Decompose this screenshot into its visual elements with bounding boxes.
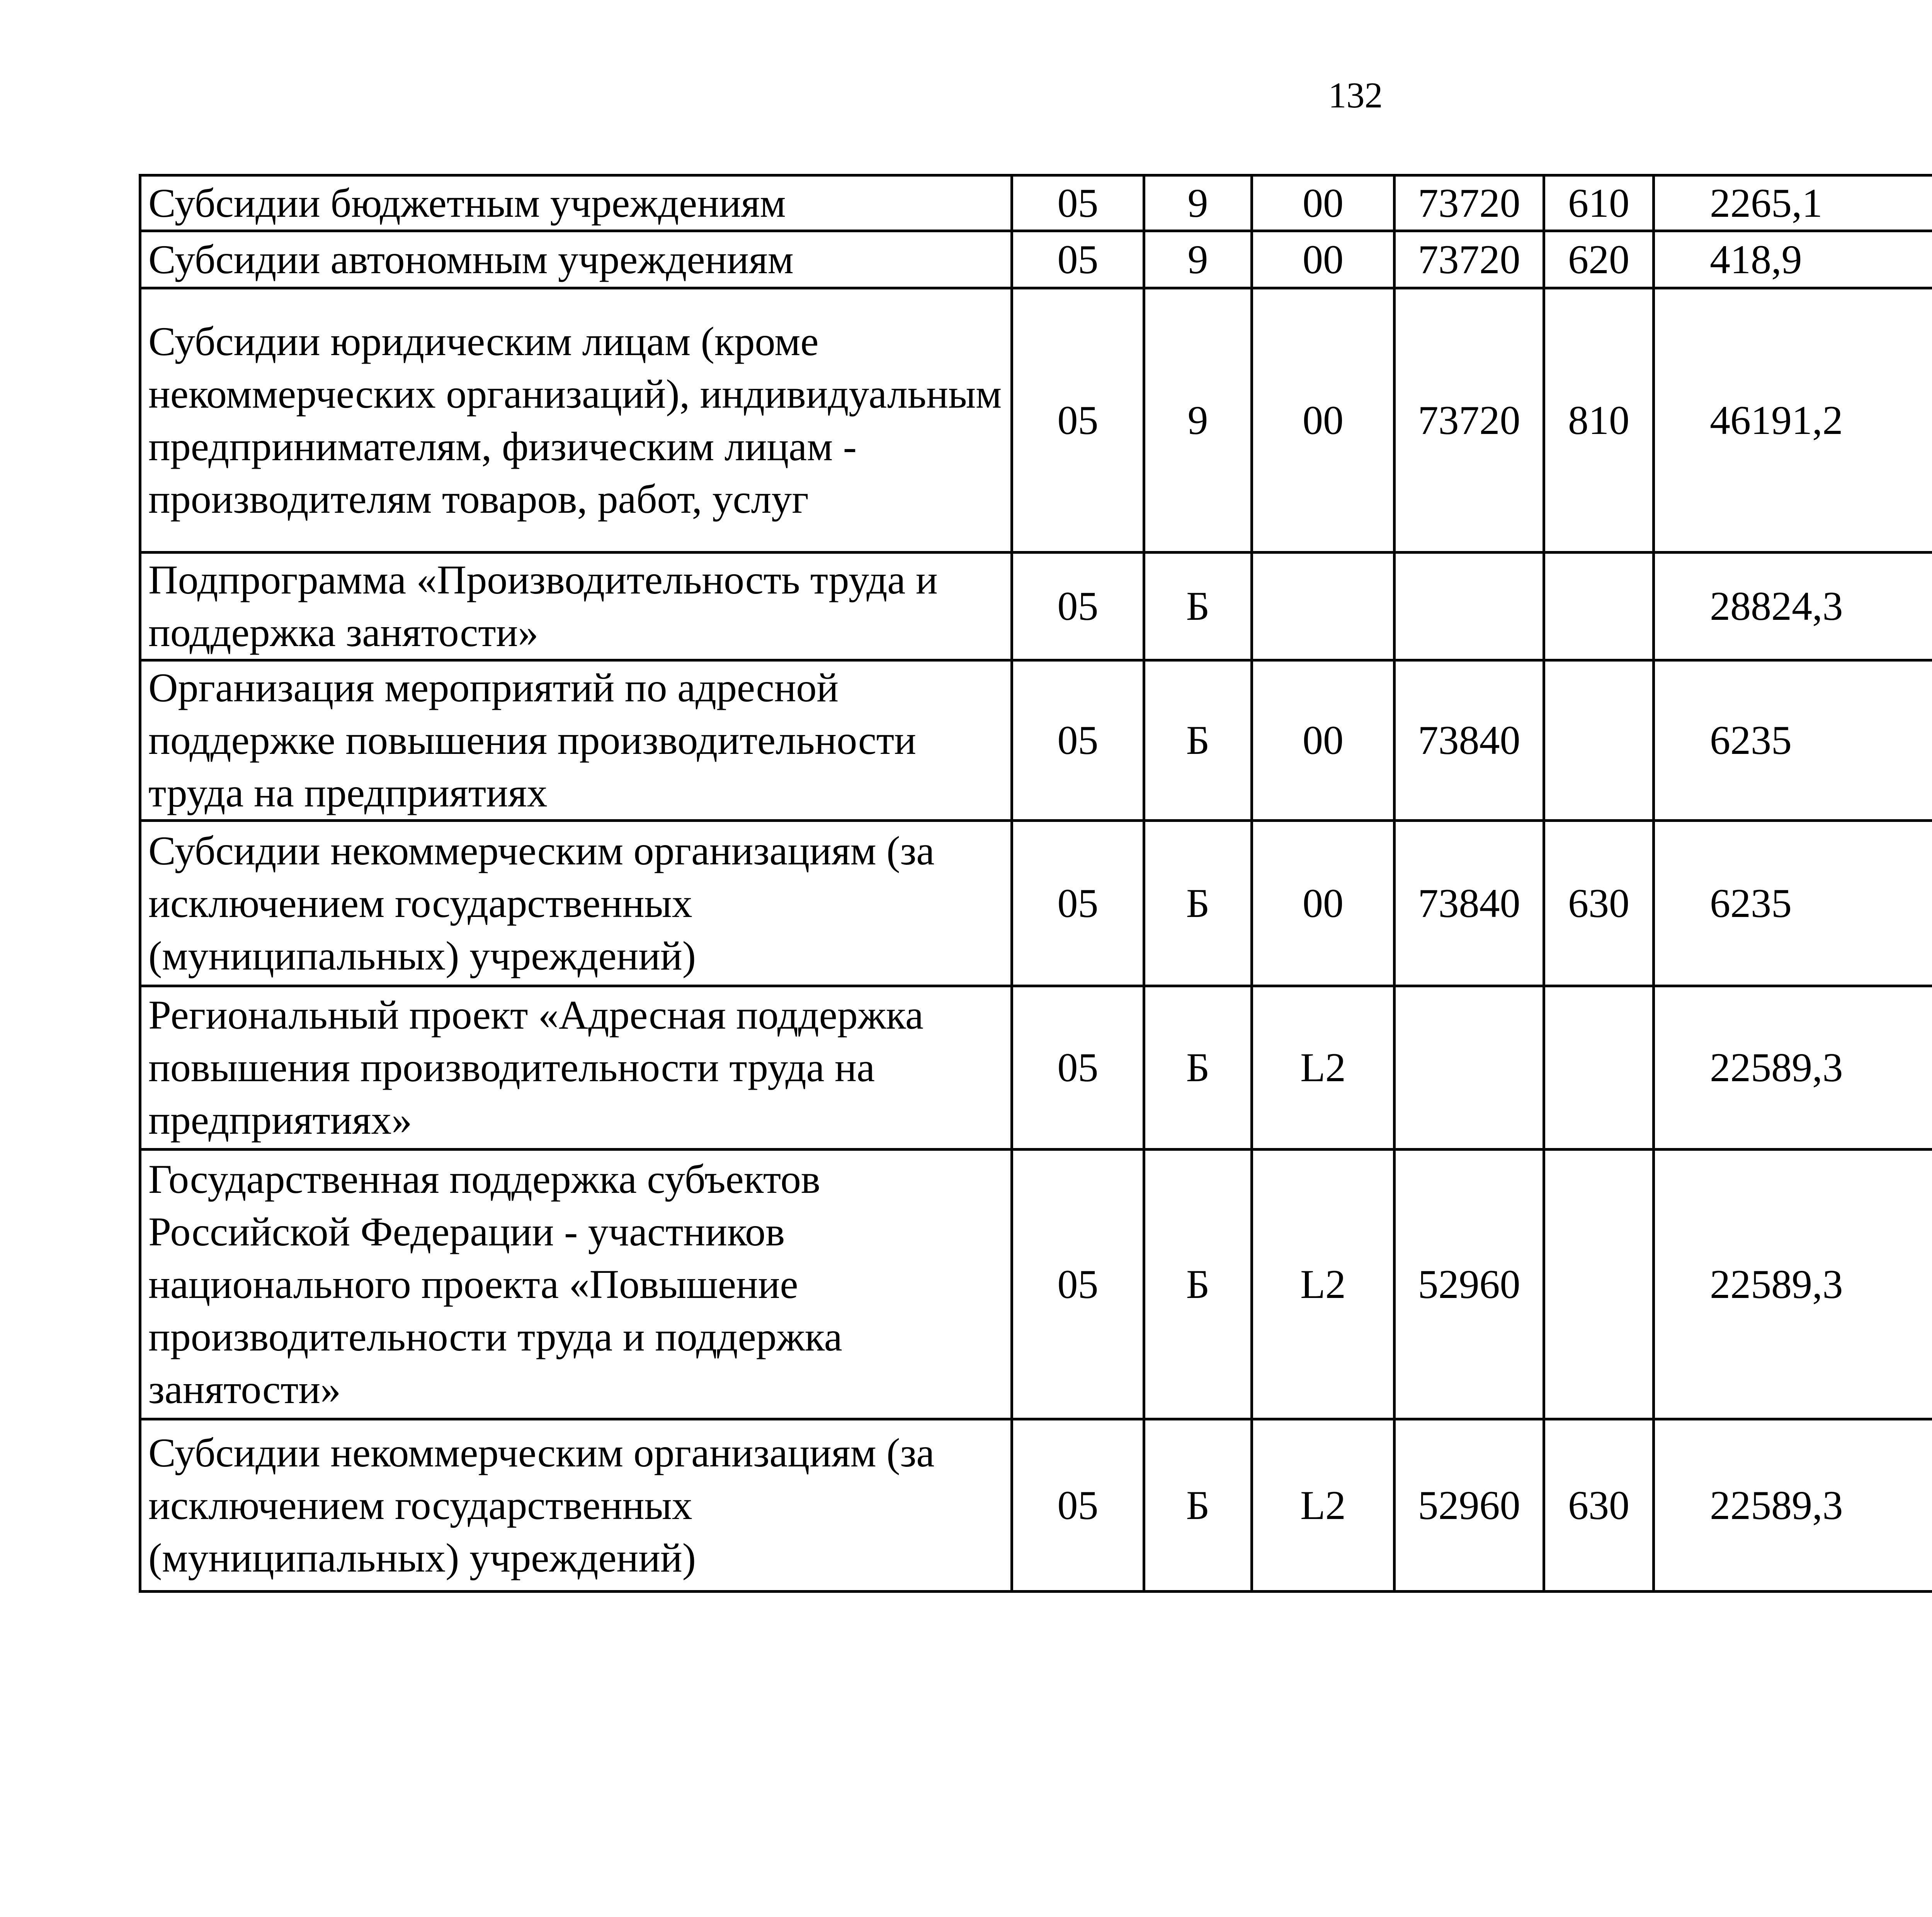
amount-cell: 28824,3 <box>1654 553 1932 660</box>
row-name-cell: Организация мероприятий по адресной поддержке повышения производительности труда на предприятиях <box>140 660 1012 821</box>
table-row <box>140 1419 1932 1592</box>
subprogram-cell: L2 <box>1252 986 1395 1150</box>
table-row <box>140 288 1932 553</box>
section-cell: 05 <box>1012 175 1144 231</box>
row-name-cell: Субсидии автономным учреждениям <box>140 231 1012 288</box>
amount-cell: 22589,3 <box>1654 1150 1932 1419</box>
subprogram-cell: 00 <box>1252 231 1395 288</box>
expense-type-cell <box>1544 1150 1654 1419</box>
subprogram-cell <box>1252 553 1395 660</box>
amount-cell: 22589,3 <box>1654 986 1932 1150</box>
page-number: 132 <box>1328 75 1383 116</box>
expense-type-cell <box>1544 986 1654 1150</box>
program-cell: Б <box>1144 660 1252 821</box>
program-cell: Б <box>1144 1419 1252 1592</box>
table-row <box>140 660 1932 821</box>
section-cell: 05 <box>1012 660 1144 821</box>
row-name-cell: Субсидии некоммерческим организациям (за исключением государственных (муниципальных) учреждений) <box>140 821 1012 986</box>
amount-cell: 418,9 <box>1654 231 1932 288</box>
program-cell: Б <box>1144 1150 1252 1419</box>
table-row <box>140 231 1932 288</box>
section-cell: 05 <box>1012 1419 1144 1592</box>
amount-cell: 6235 <box>1654 660 1932 821</box>
section-cell: 05 <box>1012 231 1144 288</box>
expense-type-cell: 610 <box>1544 175 1654 231</box>
expense-type-cell <box>1544 660 1654 821</box>
direction-cell: 73720 <box>1395 288 1544 553</box>
section-cell: 05 <box>1012 821 1144 986</box>
program-cell: Б <box>1144 821 1252 986</box>
program-cell: 9 <box>1144 175 1252 231</box>
table-row <box>140 821 1932 986</box>
direction-cell: 52960 <box>1395 1150 1544 1419</box>
expense-type-cell: 630 <box>1544 1419 1654 1592</box>
expense-type-cell: 810 <box>1544 288 1654 553</box>
row-name-cell: Государственная поддержка субъектов Российской Федерации - участников национального проекта «Повышение производительности труда и поддержка занятости» <box>140 1150 1012 1419</box>
subprogram-cell: 00 <box>1252 821 1395 986</box>
section-cell: 05 <box>1012 553 1144 660</box>
section-cell: 05 <box>1012 288 1144 553</box>
amount-cell: 46191,2 <box>1654 288 1932 553</box>
budget-table <box>139 174 1932 1593</box>
direction-cell: 73720 <box>1395 231 1544 288</box>
direction-cell <box>1395 986 1544 1150</box>
direction-cell: 73840 <box>1395 821 1544 986</box>
row-name-cell: Субсидии некоммерческим организациям (за исключением государственных (муниципальных) учреждений) <box>140 1419 1012 1592</box>
subprogram-cell: 00 <box>1252 660 1395 821</box>
table-row <box>140 553 1932 660</box>
expense-type-cell: 630 <box>1544 821 1654 986</box>
program-cell: Б <box>1144 553 1252 660</box>
program-cell: 9 <box>1144 231 1252 288</box>
table-row <box>140 175 1932 231</box>
subprogram-cell: L2 <box>1252 1150 1395 1419</box>
row-name-cell: Подпрограмма «Производительность труда и поддержка занятости» <box>140 553 1012 660</box>
section-cell: 05 <box>1012 1150 1144 1419</box>
program-cell: 9 <box>1144 288 1252 553</box>
amount-cell: 22589,3 <box>1654 1419 1932 1592</box>
row-name-cell: Региональный проект «Адресная поддержка повышения производительности труда на предприятиях» <box>140 986 1012 1150</box>
subprogram-cell: L2 <box>1252 1419 1395 1592</box>
section-cell: 05 <box>1012 986 1144 1150</box>
direction-cell: 73720 <box>1395 175 1544 231</box>
program-cell: Б <box>1144 986 1252 1150</box>
direction-cell: 73840 <box>1395 660 1544 821</box>
amount-cell: 6235 <box>1654 821 1932 986</box>
direction-cell <box>1395 553 1544 660</box>
table-row <box>140 986 1932 1150</box>
direction-cell: 52960 <box>1395 1419 1544 1592</box>
subprogram-cell: 00 <box>1252 288 1395 553</box>
row-name-cell: Субсидии бюджетным учреждениям <box>140 175 1012 231</box>
subprogram-cell: 00 <box>1252 175 1395 231</box>
expense-type-cell <box>1544 553 1654 660</box>
row-name-cell: Субсидии юридическим лицам (кроме некоммерческих организаций), индивидуальным предпринимателям, физическим лицам - производителям товаров, работ, услуг <box>140 288 1012 553</box>
expense-type-cell: 620 <box>1544 231 1654 288</box>
amount-cell: 2265,1 <box>1654 175 1932 231</box>
table-row <box>140 1150 1932 1419</box>
